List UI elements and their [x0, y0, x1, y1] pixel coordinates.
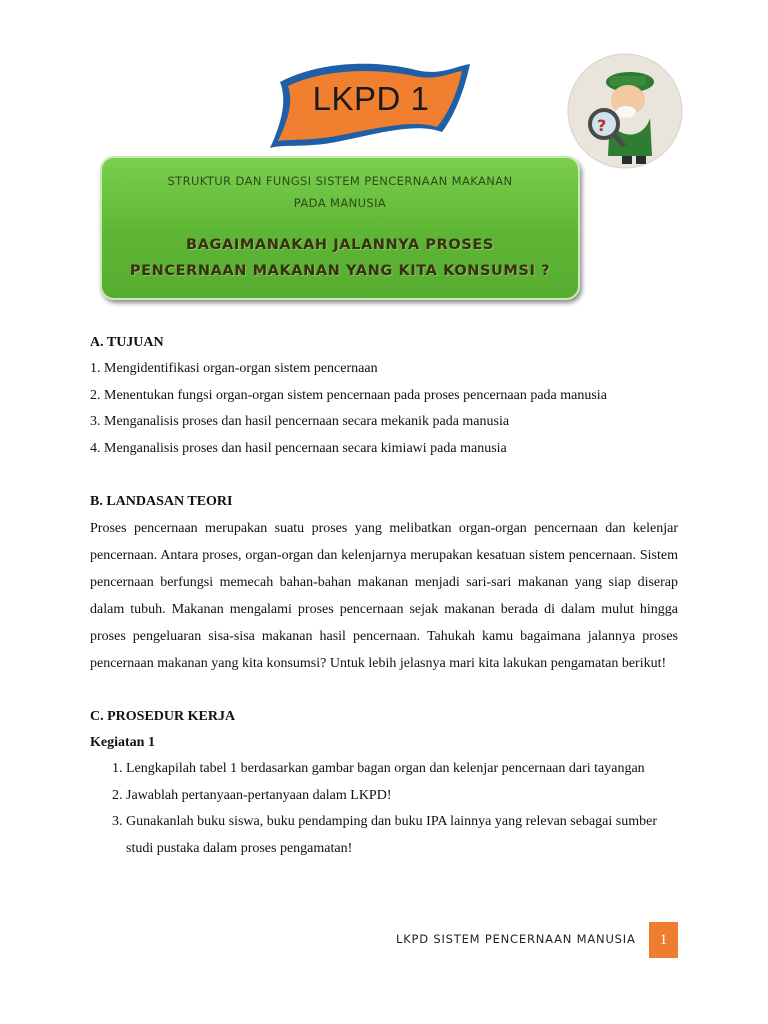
detective-magnifier-icon — [566, 52, 684, 170]
objective-item: 1. Mengidentifikasi organ-organ sistem pencernaan — [90, 361, 378, 376]
svg-text:?: ? — [597, 116, 607, 135]
topic-header-box — [100, 156, 580, 300]
lkpd-banner — [266, 56, 476, 152]
topic-subtitle-line: PADA MANUSIA — [293, 196, 387, 210]
procedure-steps — [90, 756, 678, 862]
topic-subtitle — [102, 170, 578, 214]
topic-question-line: PENCERNAAN MAKANAN YANG KITA KONSUMSI ? — [129, 263, 551, 279]
section-heading-tujuan: A. TUJUAN — [90, 335, 164, 350]
worksheet-content — [90, 330, 678, 862]
objective-item: 2. Menentukan fungsi organ-organ sistem pencernaan pada proses pencernaan pada manusia — [90, 387, 607, 403]
procedure-step: 3. Gunakanlah buku siswa, buku pendamping dan buku IPA lainnya yang relevan sebagai sumber studi pustaka dalam proses pengamatan! — [126, 809, 678, 862]
activity-subheading: Kegiatan 1 — [90, 735, 155, 750]
section-heading-prosedur: C. PROSEDUR KERJA — [90, 709, 236, 724]
topic-subtitle-line: STRUKTUR DAN FUNGSI SISTEM PENCERNAAN MAKANAN — [167, 174, 513, 188]
topic-question — [102, 232, 578, 284]
objective-item: 3. Menganalisis proses dan hasil pencernaan secara mekanik pada manusia — [90, 414, 510, 429]
footer-title: LKPD SISTEM PENCERNAAN MANUSIA — [396, 932, 636, 946]
section-heading-landasan: B. LANDASAN TEORI — [90, 494, 233, 509]
procedure-step: 1. Lengkapilah tabel 1 berdasarkan gambar bagan organ dan kelenjar pencernaan dari tayangan — [126, 756, 678, 783]
topic-question-line: BAGAIMANAKAH JALANNYA PROSES — [186, 237, 494, 253]
detective-mascot — [566, 52, 684, 170]
objective-item: 4. Menganalisis proses dan hasil pencernaan secara kimiawi pada manusia — [90, 440, 507, 456]
theory-paragraph: Proses pencernaan merupakan suatu proses yang melibatkan organ-organ pencernaan dan kelenjar pencernaan. Antara proses, organ-organ dan kelenjarnya merupakan kesatuan sistem pencernaan. Sistem pencernaan berfungsi memecah bahan-bahan makanan menjadi sari-sari makanan yang siap diserap dalam tubuh. Makanan mengalami proses pencernaan sejak makanan berada di dalam mulut hingga proses pengeluaran sisa-sisa makanan hasil pencernaan. Tahukah kamu bagaimana jalannya proses pencernaan makanan yang kita konsumsi? Untuk lebih jelasnya mari kita lakukan pengamatan berikut! — [90, 521, 678, 671]
banner-title: LKPD 1 — [312, 80, 430, 117]
page-number: 1 — [649, 922, 678, 958]
procedure-step: 2. Jawablah pertanyaan-pertanyaan dalam LKPD! — [126, 783, 678, 810]
